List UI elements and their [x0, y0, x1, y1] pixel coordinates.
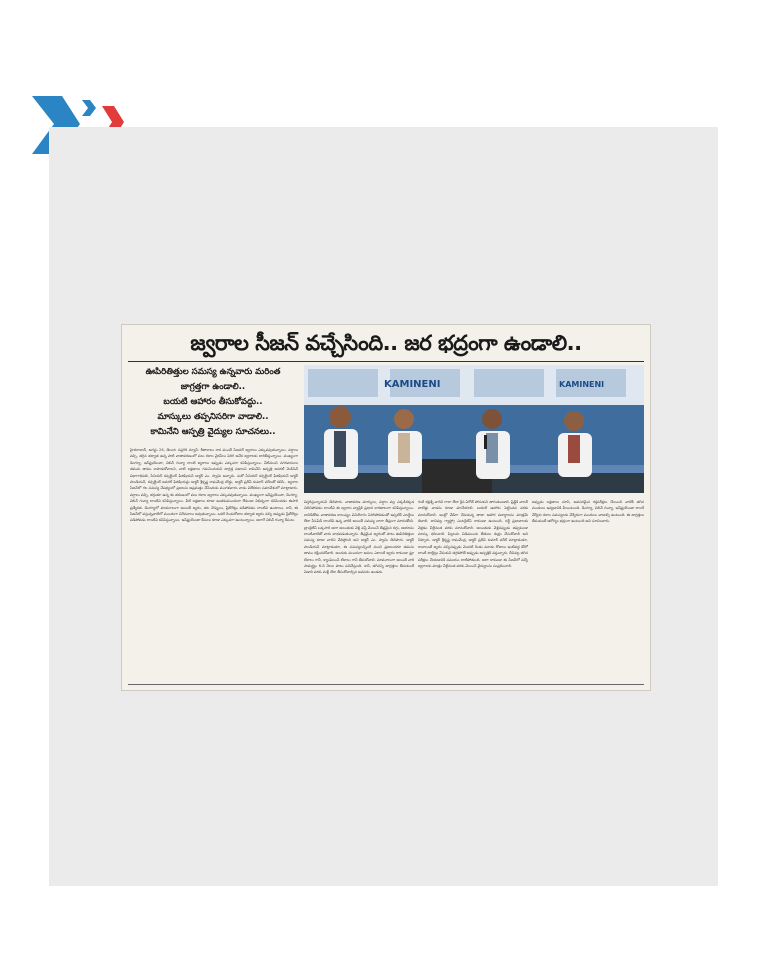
- bottom-rule: [128, 684, 644, 685]
- subheading: కామినేని ఆస్పత్రి వైద్యుల సూచనలు..: [150, 427, 276, 437]
- banner-brand-text: KAMINENI: [384, 379, 441, 390]
- subheadings: [128, 365, 298, 440]
- newspaper-clipping: [121, 324, 651, 691]
- subheading: జాగ్రత్తగా ఉండాలి..: [180, 382, 246, 392]
- subheading: మాస్కులు తప్పనిసరిగా వాడాలి..: [157, 412, 269, 422]
- headline-rule: [128, 361, 644, 362]
- press-conference-photo: [304, 365, 644, 493]
- banner-brand-text-right: KAMINENI: [559, 380, 605, 389]
- article-column-2: విస్తరిస్తున్నాయని తెలిపారు. వాతావరణ మార్పులు, వర్షాల వల్ల ఎక్కడికక్కడ నిలిచిపోవడం లాంటివి ఈ జ్వరాల వ్యాప్తికి ప్రధాన కారణాలుగా కనిపిస్తున్నాయి. దానికితోడు వాతావరణ కాలుష్యం వినియోగం పెరిగిపోవడంతో ఇప్పటికే ఎలర్జీలు లేదా సీఓపీడీ లాంటివి ఉన్న వారికి అయితే సమస్య చాలా తీవ్రంగా మారుతోంది. బ్రాంకైటిస్ ఒక్కసారి అలా అయితుకు వెళ్లి వస్తే మెయిన్ తీవ్రమైన దగ్గు, ఆయాసం లాంటివాటితో వారు బాధపడుతున్నారు. తీవ్రమైన జ్వరంతో పాటు ఊపిరితిత్తుల సమస్య కూడా వారిని వేధిస్తోంది అని డాక్టర్ ఎం. స్వామి తెలిపారు. డాక్టర్ పాండియన్ మాట్లాడుతూ, ఈ సమస్యలన్నింటి నుంచి ప్రజలందరూ తమను తాము రక్షించుకోవాలి. అందుకు ముందుగా అసలు ఎలాంటి జ్వరం రాకుండా ఫ్లూ టీకాలు గానీ, క్యాంపెయిన్ టీకాలు గానీ తీసుకోవాలి. మామూలుగా అయితే వారి సామర్థ్యం 6-8 నెలల పాటు పనిచేస్తుంది. కానీ, తగినన్ని జాగ్రత్తలు తీసుకుంటే ఏడాది వరకు మళ్లీ టీకా తీసుకోవాల్సిన అవసరం ఉండదు.: [304, 500, 414, 575]
- headline: జ్వరాల సీజన్ వచ్చేసింది.. జర భద్రంగా ఉండాలి..: [190, 331, 582, 355]
- small-blue-chevron: [82, 100, 96, 116]
- article-column-1: హైదరాబాద్, ఆగస్టు 26, తెలుగు సప్తగిరి న్యూస్: శీతాకాలం రాక ముందే సీజనల్ జ్వరాలు ఎక్కువవుతున్నాయి. వర్షాలు వచ్చి, తగ్గిన తర్వాత ఉన్న పాటి వాతావరణంలో పలు రకాల వైరస్‌లు పెరిగి అనేక జ్వరాలకు దారితీస్తున్నాయి. ముఖ్యంగా డెంగ్యూ, ఇన్‌ఫ్లుయెంజా, విబిన్ గున్యా లాంటి జ్వరాలు ఇప్పుడు ఎక్కువగా కనిపిస్తున్నాయి. వీటినుంచి నగరవాసులు తమను తాము కాపాడుకోవాలని, వాటి లక్షణాలు గమనించుకుని జాగ్రత్త పడాలని కామినేని ఆస్పత్రి జనరల్ మెడిసిన్ విభాగాధిపతి, సీనియర్ కన్సల్టెంట్ ఫిజిషియన్ డాక్టర్ ఎం. స్వామి అన్నారు. మరో సీనియర్ కన్సల్టెంట్ ఫిజిషియన్ డాక్టర్ పాండియన్, కన్సల్టెంట్ జనరల్ ఫిజిషియన్లు డాక్టర్ శ్రీకృష్ణ రాఘవేంద్ర బొడ్డు, డాక్టర్ ప్రదీప్ కుమార్ వరేలతో కలిసి.. జ్వరాల సీజన్‌లో గల సమస్య నేపథ్యంలో ప్రజలను అప్రమత్తం చేసేందుకు మంగళవారం నాడు విలేకరుల సమావేశంలో మాట్లాడారు. వర్షాలు వచ్చి, తగ్గుతూ ఉన్న ఈ తరుణంలో పలు రకాల జ్వరాలు ఎక్కువవుతున్నాయి. ముఖ్యంగా ఇన్‌ఫ్లుయెంజా, డెంగ్యూ, విబిన్ గున్యా లాంటివి కనిపిస్తున్నాయి. వీటి లక్షణాలు కూడా ఇంతకుముందులా లేకుండా విభిన్నంగా కనిపించడం ఈసారి ప్రత్యేకత. డెంగ్యూలో మామూలుగా అయితే జ్వరం, తల నొప్పులు, ప్లేట్‌లెట్లు పడిపోవడం లాంటివి ఉంటాయి. కానీ, ఈ సీజన్‌లో వస్తున్నవాటిలో ముందుగా విరేచనాలు అవుతున్నాయి. ఒకటి రెండురోజుల తర్వాత జ్వరం వచ్చి అప్పుడు ప్లేట్‌లెట్లు పడిపోవడం లాంటివి కనిపిస్తున్నాయి. ఇన్‌ఫ్లుయెంజా కేసులు కూడా ఎక్కువగా ఉంటున్నాయి. అలాగే విబిన్ గున్యా కేసులు: [130, 448, 298, 523]
- article-column-4: అప్పుడు లక్షణాలు చూసి, అవసరమైన రక్తపరీక్షలు చేయించి వాటికి తగిన మందులు ఇవ్వడానికి వీలుంటుంది. డెంగ్యూ, విబిన్ గున్యా, ఇన్‌ఫ్లుయెంజా లాంటి వేర్వేరు రకాల సమస్యలకు వేర్వేరుగా మందులు వాడాల్సి ఉంటుంది. ఈ జాగ్రత్తలు తీసుకుంటే ఆరోగ్యం భద్రంగా ఉంటుంది అని సూచించారు.: [532, 500, 644, 524]
- article-column-3: గుటి రక్షణ్ని వారిని గాలా లేదా క్లీన ఏరోబ్ పోసుకుని తాగుతుండాలి. ఫ్రిడ్జ్‌కి వాటర్ బాటిళ్లు వాడను కూడా మానేయాలి. బయటి ఆహారం పెట్టించవ వరకు మానుకోవాలి. ఇంట్లో వేడిగా చేసుకున్న తాజా ఆహార పదార్థాలను మాత్రమే తినాలి. దానివల్ల గ్యాస్ట్రో ఎంటరైటిస్ రాకుండా ఉంటుంది. దర్జీ ప్రభావాలకు వెళ్లడం వీలైనంత వరకు మానుకోవాలి. అయితుకు వెళ్లినప్పుడు తప్పకుండా మాస్కు ధరించాలి. పిల్లలను విడిముంచు జేతులు శుభ్రం చేసుకోవాలి అని చెప్పారు. డాక్టర్ శ్రీకృష్ణ రాఘవేంద్ర, డాక్టర్ ప్రదీప్ కుమార్ వరేల్ మాట్లాడుతూ, రావాలంటే జ్వరం వచ్చినప్పుడు మొదటి రెండు మూడు రోజులు ఇంటివద్ద డోలో లాంటి టాబ్లెట్లు వేసుకుని తగ్గకపోతే అప్పుడు ఆస్పత్రికి వస్తున్నారు. దీనివల్ల తగిన పరీక్షలు చేయడానికి సమయం దాటిపోతుంది. అలా కాకుండా ఈ సీజన్‌లో వచ్చే జ్వరాలకు మాత్రం వీలైనంత వరకు మెయిన్ వైద్యులను సంప్రదించాలి.: [418, 500, 528, 569]
- subheading: ఊపిరితిత్తుల సమస్య ఉన్నవారు మరింత: [145, 367, 281, 377]
- subheading: బయటి ఆహారం తీసుకోవద్దు..: [163, 397, 263, 407]
